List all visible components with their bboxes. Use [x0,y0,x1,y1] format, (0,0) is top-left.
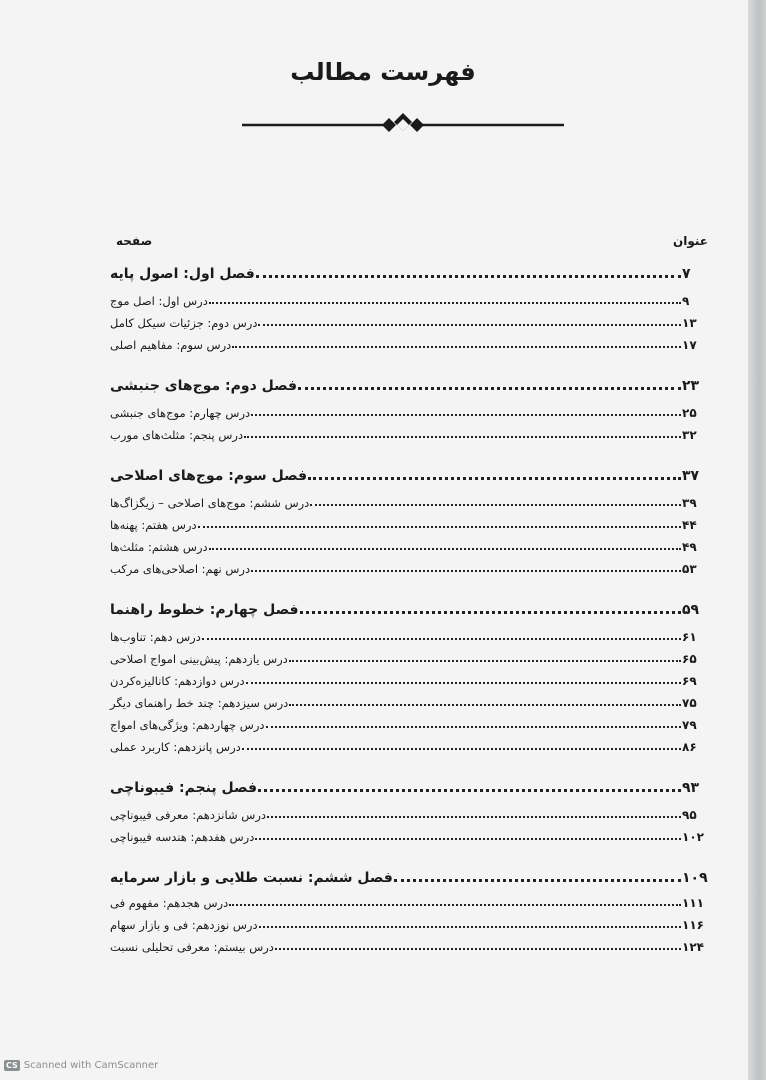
toc-entry-title: فصل سوم: موج‌های اصلاحی [110,468,308,484]
dot-leader [289,660,681,662]
toc-page-number: ۶۱ [682,630,697,644]
toc-lesson-row [108,890,708,910]
toc-page-number: ۳۹ [682,496,697,510]
dot-leader [258,324,681,326]
toc-page-number: ۵۹ [682,602,700,618]
toc-lesson-row [108,646,708,666]
toc-entry-title: درس هشتم: مثلث‌ها [110,540,208,554]
dot-leader [246,682,681,684]
toc-entry-title: درس ششم: موج‌های اصلاحی – زیگزاگ‌ها [110,496,310,510]
toc-page-number: ۶۵ [682,652,697,666]
toc-entry-title: درس دوم: جزئیات سیکل کامل [110,316,258,330]
toc-page-number: ۹ [682,294,690,308]
toc-lesson-row [108,734,708,754]
toc-lesson-row [108,934,708,954]
column-header-page: صفحه [116,234,153,248]
scanner-watermark-text: Scanned with CamScanner [23,1060,159,1071]
toc-lesson-row [108,422,708,442]
toc-entry-title: درس سیزدهم: چند خط راهنمای دیگر [110,696,289,710]
toc-chapter-row [108,262,708,282]
dot-leader [251,570,681,572]
dot-leader [308,477,681,480]
toc-page-number: ۷۹ [682,718,697,732]
toc-lesson-row [108,332,708,352]
toc-lesson-row [108,912,708,932]
toc-chapter-row [108,776,708,796]
toc-entry-title: درس هفدهم: هندسه فیبوناچی [110,830,255,844]
dot-leader [242,748,681,750]
toc-entry-title: درس چهارم: موج‌های جنبشی [110,406,251,420]
toc-page-number: ۹۳ [682,780,700,796]
toc-lesson-row [108,824,708,844]
toc-lesson-row [108,534,708,554]
toc-page-number: ۱۲۴ [682,940,704,954]
toc-page-number: ۳۷ [682,468,700,484]
toc-page-number: ۱۱۱ [682,896,704,910]
toc-entry-title: درس بیستم: معرفی تحلیلی نسبت [110,940,274,954]
toc-page-number: ۱۱۶ [682,918,704,932]
dot-leader [267,816,681,818]
toc-entry-title: فصل ششم: نسبت طلایی و بازار سرمایه [110,870,393,886]
toc-lesson-row [108,690,708,710]
toc-entry-title: درس چهاردهم: ویژگی‌های امواج [110,718,265,732]
toc-entry-title: درس هفتم: پهنه‌ها [110,518,197,532]
toc-page-number: ۴۴ [682,518,697,532]
toc-page-number: ۵۳ [682,562,697,576]
toc-entry-title: درس نهم: اصلاحی‌های مرکب [110,562,251,576]
toc-page-number: ۱۰۲ [682,830,704,844]
dot-leader [202,638,681,640]
toc-entry-title: درس هجدهم: مفهوم فی [110,896,229,910]
toc-entry-title: درس سوم: مفاهیم اصلی [110,338,232,352]
toc-page-number: ۱۰۹ [682,870,708,886]
dot-leader [232,346,681,348]
dot-leader [298,387,681,390]
dot-leader [209,302,681,304]
toc-entry-title: فصل پنجم: فیبوناچی [110,780,257,796]
toc-entry-title: درس اول: اصل موج [110,294,208,308]
dot-leader [259,926,681,928]
toc-page-number: ۴۹ [682,540,697,554]
toc-lesson-row [108,556,708,576]
toc-page-number: ۱۷ [682,338,697,352]
dot-leader [255,838,681,840]
scanner-watermark [4,1060,158,1071]
dot-leader [394,879,681,882]
toc-entry-title: درس نوزدهم: فی و بازار سهام [110,918,258,932]
dot-leader [198,526,681,528]
camscanner-icon: CS [6,1061,18,1070]
dot-leader [256,275,681,278]
toc-page-number: ۲۳ [682,378,700,394]
toc-page-number: ۷ [682,266,691,282]
toc-entry-title: درس دوازدهم: کانالیزه‌کردن [110,674,245,688]
toc-page-number: ۷۵ [682,696,697,710]
toc-entry-title: درس شانزدهم: معرفی فیبوناچی [110,808,266,822]
toc-lesson-row [108,490,708,510]
dot-leader [266,726,681,728]
dot-leader [229,904,681,906]
toc-page-number: ۸۶ [682,740,697,754]
toc-entry-title: درس دهم: تناوب‌ها [110,630,201,644]
toc-entry-title: درس یازدهم: پیش‌بینی امواج اصلاحی [110,652,288,666]
toc-entry-title: فصل اول: اصول پایه [110,266,255,282]
toc-entry-title: درس پانزدهم: کاربرد عملی [110,740,241,754]
toc-lesson-row [108,288,708,308]
dot-leader [258,789,681,792]
dot-leader [209,548,681,550]
toc-page-number: ۱۳ [682,316,697,330]
toc-lesson-row [108,712,708,732]
toc-chapter-row [108,598,708,618]
toc-lesson-row [108,512,708,532]
toc-entry-title: فصل دوم: موج‌های جنبشی [110,378,298,394]
toc-lesson-row [108,310,708,330]
toc-lesson-row [108,624,708,644]
toc-chapter-row [108,464,708,484]
toc-page-number: ۶۹ [682,674,697,688]
dot-leader [289,704,681,706]
dot-leader [251,414,681,416]
dot-leader [310,504,681,506]
dot-leader [275,948,681,950]
column-header-title: عنوان [673,234,708,248]
dot-leader [244,436,681,438]
toc-entry-title: درس پنجم: مثلث‌های مورب [110,428,244,442]
toc-chapter-row [108,866,708,886]
page-title: فهرست مطالب [290,58,476,86]
toc-page-number: ۹۵ [682,808,697,822]
toc-lesson-row [108,802,708,822]
toc-lesson-row [108,400,708,420]
toc-lesson-row [108,668,708,688]
toc-chapter-row [108,374,708,394]
toc-entry-title: فصل چهارم: خطوط راهنما [110,602,299,618]
toc-page-number: ۲۵ [682,406,697,420]
toc-page-number: ۳۲ [682,428,697,442]
dot-leader [300,611,681,614]
